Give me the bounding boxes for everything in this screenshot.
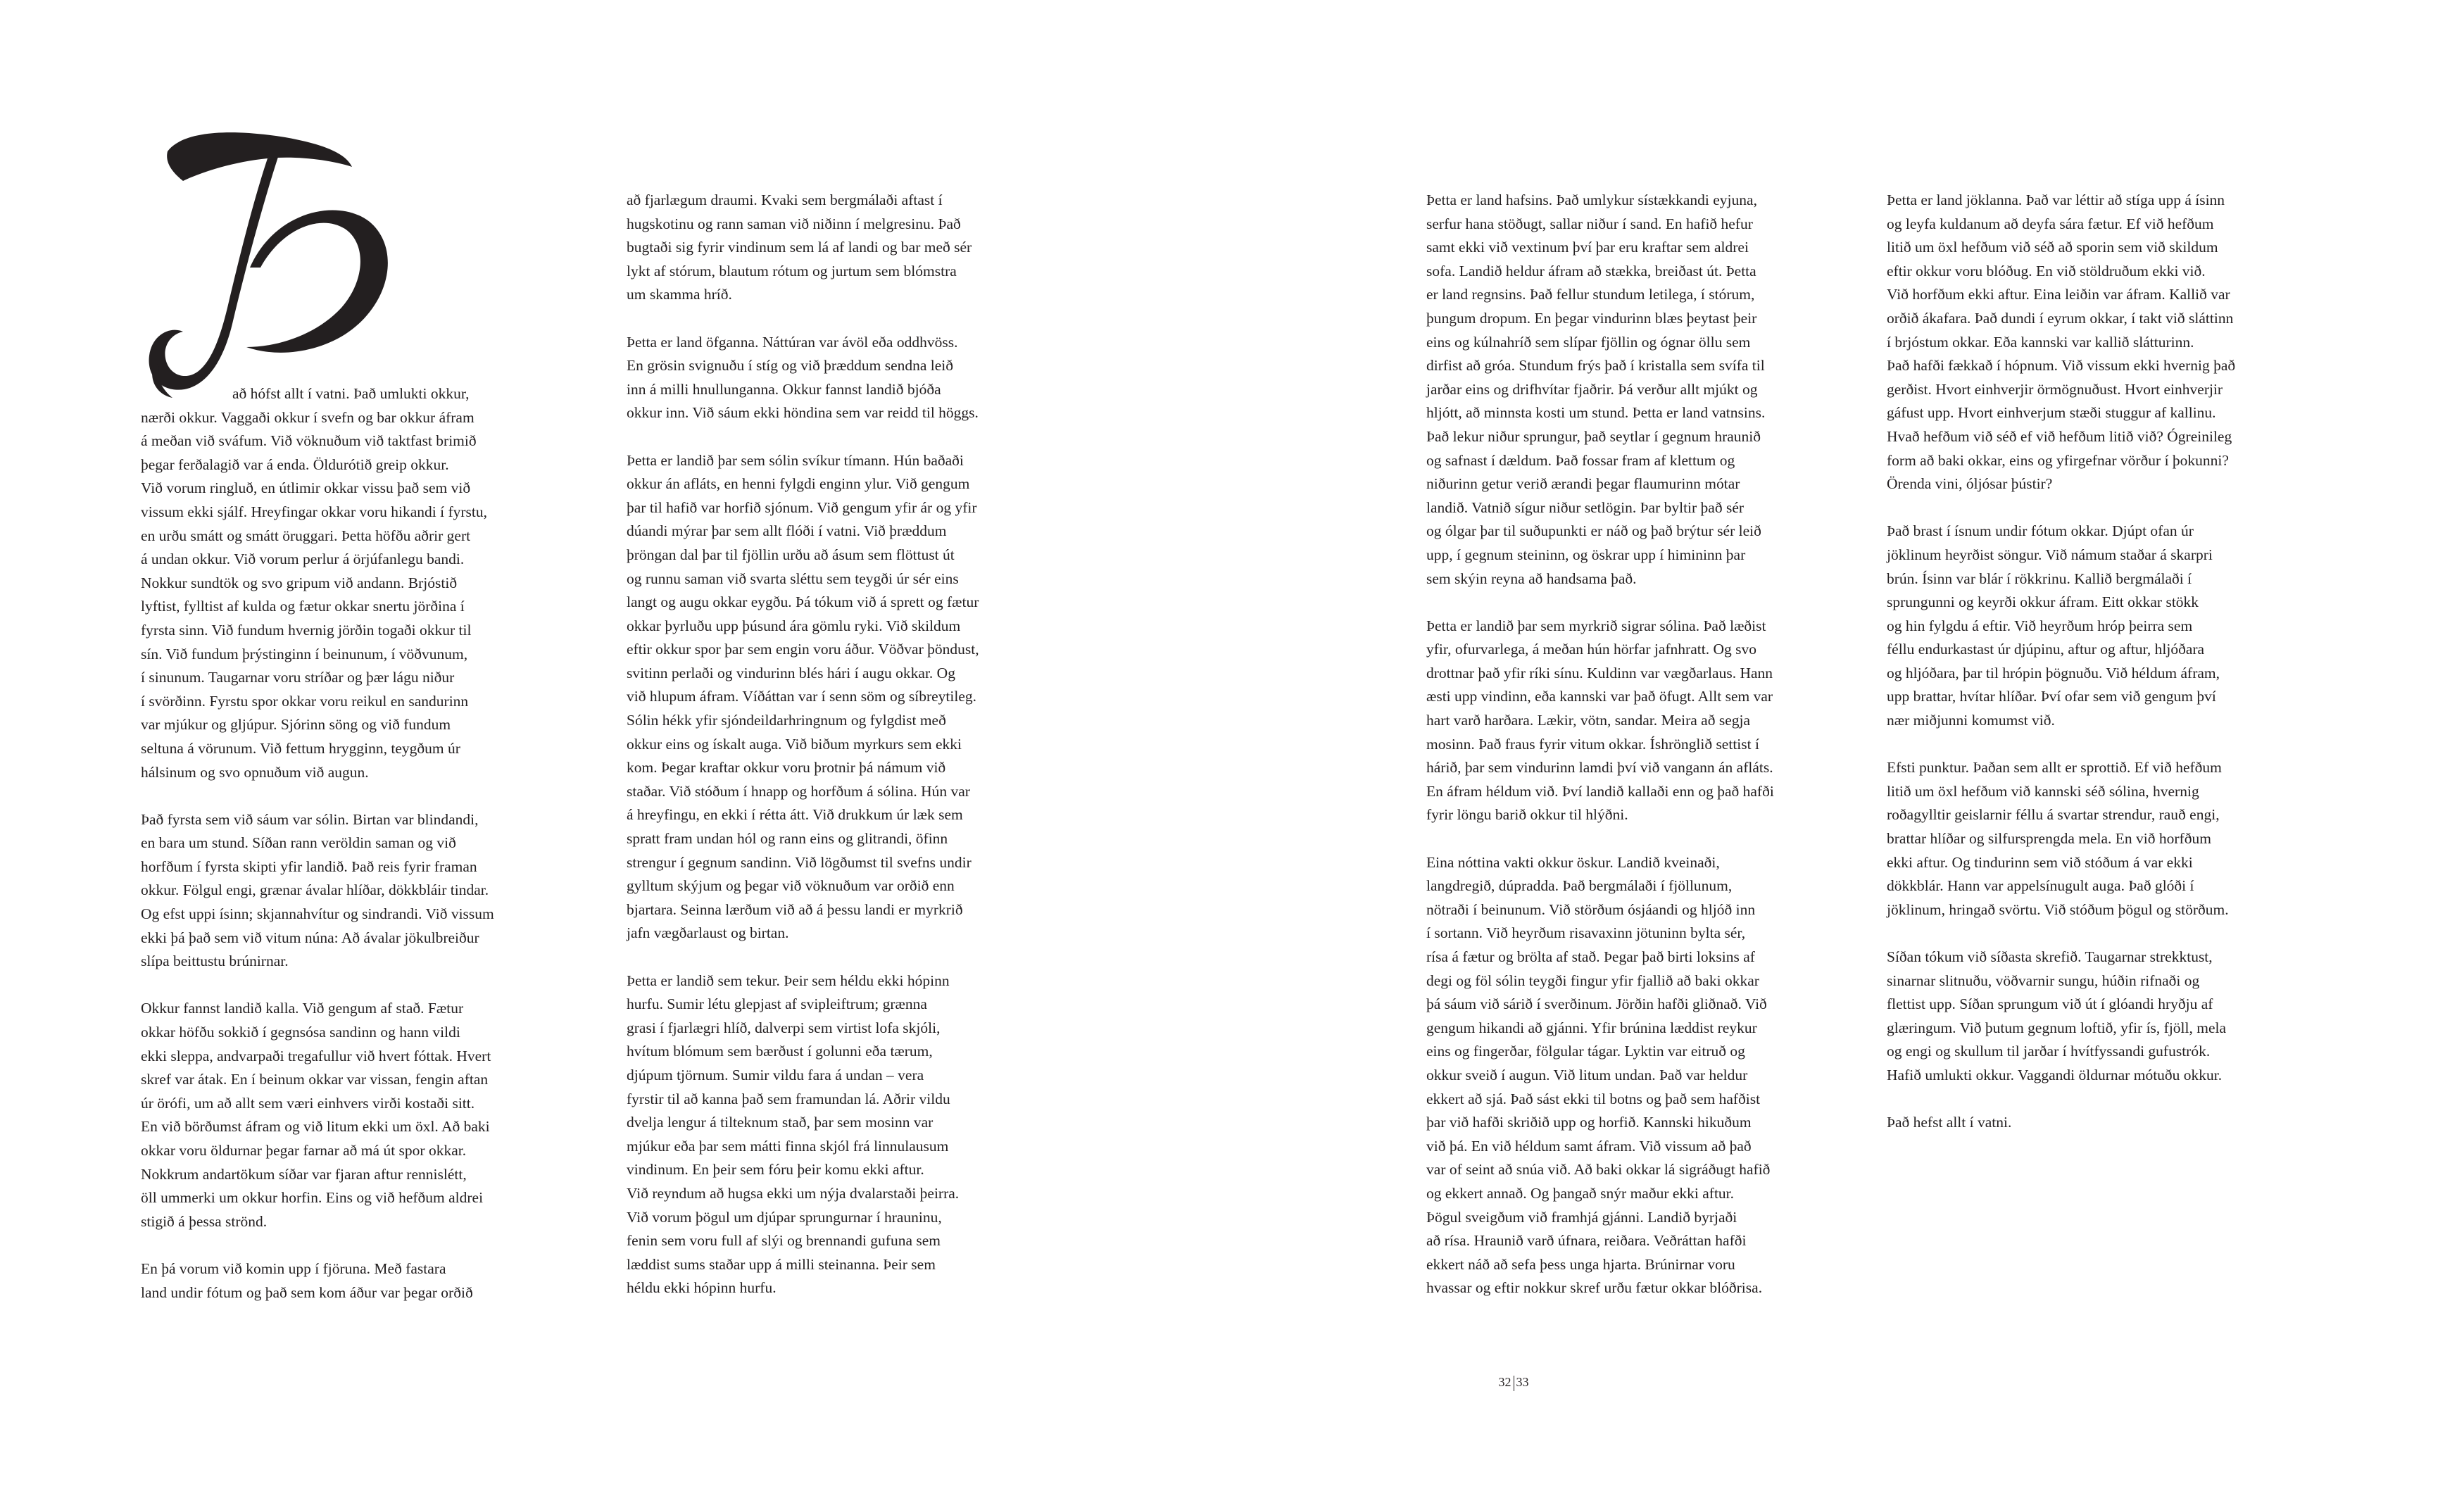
text-column-3 bbox=[1426, 189, 1838, 1300]
paragraph: Það fyrsta sem við sáum var sólin. Birtan var blindandi, en bara um stund. Síðan rann veröldin saman og við horfðum í fyrsta skipti yfir landið. Það reis fyrir framan okkur. Fölgul engi, grænar ávalar hlíðar, dökkbláir tindar. Og efst uppi ísinn; skjannahvítur og sindrandi. Við vissum ekki þá það sem við vitum núna: Að ávalar jökulbreiður slípa beittustu brúnirnar. bbox=[141, 810, 494, 970]
page-numbers bbox=[1443, 1374, 1584, 1391]
paragraph: Þetta er land hafsins. Það umlykur sístækkandi eyjuna, serfur hana stöðugt, sallar niður í sand. En hafið hefur samt ekki við vextinum því þar eru kraftar sem aldrei sofa. Landið heldur áfram að stækka, breiðast út. Þetta er land regnsins. Það fellur stundum letilega, í stórum, þungum dropum. En þegar vindurinn blæs þeytast þeir eins og kúlnahríð sem slípar fjöllin og ógnar öllu sem dirfist að gróa. Stundum frýs það í kristalla sem svífa til jarðar eins og drifhvítar fjaðrir. Þá verður allt mjúkt og hljótt, að minnsta kosti um stund. Þetta er land vatnsins. Það lekur niður sprungur, það seytlar í gegnum hraunið og safnast í dældum. Það fossar fram af klettum og niðurinn getur verið ærandi þegar flaumurinn mótar landið. Vatnið sígur niður setlögin. Þar byltir það sér og ólgar þar til suðupunkti er náð og það brýtur sér leið upp, í gegnum steininn, og öskrar upp í himininn þar sem skýin reyna að handsama það. bbox=[1426, 191, 1766, 587]
paragraph: að fjarlægum draumi. Kvaki sem bergmálaði aftast í hugskotinu og rann saman við niðinn í melgresinu. Það bugtaði sig fyrir vindinum sem lá af landi og bar með sér lykt af stórum, blautum rótum og jurtum sem blómstra um skamma hríð. bbox=[627, 191, 972, 303]
paragraph: Okkur fannst landið kalla. Við gengum af stað. Fætur okkar höfðu sokkið í gegnsósa sandinn og hann vildi ekki sleppa, andvarpaði tregafullur við hvert fóttak. Hvert skref var átak. En í beinum okkar var vissan, fengin aftan úr örófi, um að allt sem væri einhvers virði kostaði sitt. En við börðumst áfram og við litum ekki um öxl. Að baki okkar voru öldurnar þegar farnar að má út spor okkar. Nokkrum andartökum síðar var fjaran aftur rennislétt, öll ummerki um okkur horfin. Eins og við hefðum aldrei stigið á þessa strönd. bbox=[141, 1000, 491, 1230]
page-number-right: 33 bbox=[1516, 1375, 1529, 1389]
paragraph: Þetta er landið þar sem myrkrið sigrar sólina. Það læðist yfir, ofurvarlega, á meðan hún hörfar jafnhratt. Og svo drottnar það yfir ríki sínu. Kuldinn var vægðarlaus. Hann æsti upp vindinn, eða kannski var það öfugt. Allt sem var hart varð harðara. Lækir, vötn, sandar. Meira að segja mosinn. Það fraus fyrir vitum okkar. Íshrönglið settist í hárið, þar sem vindurinn lamdi því við vangann án afláts. En áfram héldum við. Því landið kallaði enn og það hafði fyrir löngu barið okkur til hlýðni. bbox=[1426, 617, 1774, 824]
paragraph: En þá vorum við komin upp í fjöruna. Með fastara land undir fótum og það sem kom áður var þegar orðið bbox=[141, 1259, 473, 1301]
text-column-1 bbox=[141, 189, 553, 1305]
paragraph: Þetta er landið sem tekur. Þeir sem héldu ekki hópinn hurfu. Sumir létu glepjast af svipleiftrum; grænna grasi í fjarlægri hlíð, dalverpi sem virtist lofa skjóli, hvítum blómum sem bærðust í golunni eða tærum, djúpum tjörnum. Sumir vildu fara á undan – vera fyrstir til að kanna það sem framundan lá. Aðrir vildu dvelja lengur á tilteknum stað, þar sem mosinn var mjúkur eða þar sem mátti finna skjól frá linnulausum vindinum. En þeir sem fóru þeir komu ekki aftur. Við reyndum að hugsa ekki um nýja dvalarstaði þeirra. Við vorum þögul um djúpar sprungurnar í hrauninu, fenin sem voru full af slýi og brennandi gufuna sem læddist sums staðar upp á milli steinanna. Þeir sem héldu ekki hópinn hurfu. bbox=[627, 972, 960, 1297]
text-column-2 bbox=[627, 189, 1038, 1300]
paragraph: Þetta er land öfganna. Náttúran var ávöl eða oddhvöss. En grösin svignuðu í stíg og við þræddum sendna leið inn á milli hnullunganna. Okkur fannst landið bjóða okkur inn. Við sáum ekki höndina sem var reidd til höggs. bbox=[627, 333, 979, 422]
paragraph-opening: að hófst allt í vatni. Það umlukti okkur, nærði okkur. Vaggaði okkur í svefn og bar okkur áfram á meðan við sváfum. Við vöknuðum við taktfast brimið þegar ferðalagið var á enda. Öldurótið greip okkur. Við vorum ringluð, en útlimir okkar vissu það sem við vissum ekki sjálf. Hreyfingar okkar voru hikandi í fyrstu, en urðu smátt og smátt öruggari. Þetta höfðu aðrir gert á undan okkur. Við vorum perlur á örjúfanlegu bandi. Nokkur sundtök og svo gripum við andann. Brjóstið lyftist, fylltist af kulda og fætur okkar snertu jörðina í fyrsta sinn. Við fundum hvernig jörðin togaði okkur til sín. Við fundum þrýstinginn í beinunum, í vöðvunum, í sinunum. Taugarnar voru stríðar og þær lágu niður í svörðinn. Fyrstu spor okkar voru reikul en sandurinn var mjúkur og gljúpur. Sjórinn söng og við fundum seltuna á vörunum. Við fettum hrygginn, teygðum úr hálsinum og svo opnuðum við augun. bbox=[141, 385, 488, 781]
paragraph: Það brast í ísnum undir fótum okkar. Djúpt ofan úr jöklinum heyrðist söngur. Við námum staðar á skarpri brún. Ísinn var blár í rökkrinu. Kallið bergmálaði í sprungunni og keyrði okkur áfram. Eitt okkar stökk og hin fylgdu á eftir. Við heyrðum hróp þeirra sem féllu endurkastast úr djúpinu, aftur og aftur, hljóðara og hljóðara, þar til hrópin þögnuðu. Við héldum áfram, upp brattar, hvítar hlíðar. Því ofar sem við gengum því nær miðjunni komumst við. bbox=[1887, 522, 2220, 729]
paragraph: Þetta er land jöklanna. Það var léttir að stíga upp á ísinn og leyfa kuldanum að deyfa sára fætur. Ef við hefðum litið um öxl hefðum við séð að sporin sem við skildum eftir okkur voru blóðug. En við stöldruðum ekki við. Við horfðum ekki aftur. Eina leiðin var áfram. Kallið var orðið ákafara. Það dundi í eyrum okkar, í takt við sláttinn í brjóstum okkar. Eða kannski var kallið slátturinn. Það hafði fækkað í hópnum. Við vissum ekki hvernig það gerðist. Hvort einhverjir örmögnuðust. Hvort einhverjir gáfust upp. Hvort einhverjum stæði stuggur af kallinu. Hvað hefðum við séð ef við hefðum litið við? Ógreinileg form að baki okkar, eins og yfirgefnar vörður í þokunni? Örenda vini, óljósar þústir? bbox=[1887, 191, 2236, 493]
paragraph: Efsti punktur. Þaðan sem allt er sprottið. Ef við hefðum litið um öxl hefðum við kannski séð sólina, hvernig roðagylltir geislarnir féllu á svartar strendur, rauð engi, brattar hlíðar og silfursprengda mela. En við horfðum ekki aftur. Og tindurinn sem við stóðum á var ekki dökkblár. Hann var appelsínugult auga. Það glóði í jöklinum, hringað svörtu. Við stóðum þögul og störðum. bbox=[1887, 759, 2229, 918]
paragraph-closing: Það hefst allt í vatni. bbox=[1887, 1114, 2012, 1131]
paragraph: Eina nóttina vakti okkur öskur. Landið kveinaði, langdregið, dúpradda. Það bergmálaði í fjöllunum, nötraði í beinunum. Við störðum ósjáandi og hljóð inn í sortann. Við heyrðum risavaxinn jötuninn bylta sér, rísa á fætur og bröltа af stað. Þegar það birti loksins af degi og föl sólin teygði fingur yfir fjallið að baki okkar þá sáum við sárið í sverðinum. Jörðin hafði gliðnað. Við gengum hikandi að gjánni. Yfir brúnina læddist reykur eins og fingerðar, fölgular tágar. Lyktin var eitruð og okkur sveið í augun. Við litum undan. Það var heldur ekkert að sjá. Það sást ekki til botns og það sem hafðist þar við hafði skriðið upp og horfið. Kannski hikuðum við þá. En við héldum samt áfram. Við vissum að það var of seint að snúa við. Að baki okkar lá sigráðugt hafið og ekkert annað. Og þangað snýr maður ekki aftur. Þögul sveigðum við framhjá gjánni. Landið byrjaði að rísa. Hraunið varð úfnara, reiðara. Veðráttan hafði ekkert náð að sefa þess unga hjarta. Brúnirnar voru hvassar og eftir nokkur skref urðu fætur okkar blóðrisa. bbox=[1426, 853, 1771, 1297]
paragraph: Þetta er landið þar sem sólin svíkur tímann. Hún baðaði okkur án afláts, en henni fylgdi enginn ylur. Við gengum þar til hafið var horfið sjónum. Við gengum yfir ár og yfir dúandi mýrar þar sem allt flóði í vatni. Við þræddum þröngan dal þar til fjöllin urðu að ásum sem flöttust út og runnu saman við svarta sléttu sem teygði úr sér eins langt og augu okkar eygðu. Þá tókum við á sprett og fætur okkar þyrluðu upp þúsund ára gömlu ryki. Við skildum eftir okkur spor þar sem engin voru áður. Vöðvar þöndust, svitinn perlaði og vindurinn blés hári í augu okkar. Og við hlupum áfram. Víðáttan var í senn söm og síbreytileg. Sólin hékk yfir sjóndeildarhringnum og fylgdist með okkur eins og ískalt auga. Við biðum myrkurs sem ekki kom. Þegar kraftar okkur voru þrotnir þá námum við staðar. Við stóðum í hnapp og horfðum á sólina. Hún var á hreyfingu, en ekki í rétta átt. Við drukkum úr læk sem spratt fram undan hól og rann eins og glitrandi, öfinn strengur í gegnum sandinn. Við lögðumst til svefns undir gylltum skýjum og þegar við vöknuðum var orðið enn bjartara. Seinna lærðum við að á þessu landi er myrkrið jafn vægðarlaust og birtan. bbox=[627, 451, 979, 942]
page-number-left: 32 bbox=[1498, 1375, 1511, 1389]
paragraph: Síðan tókum við síðasta skrefið. Taugarnar strekktust, sinarnar slitnuðu, vöðvarnir sungu, húðin rifnaði og flettist upp. Síðan sprungum við út í glóandi hryðju af glæringum. Við þutum gegnum loftið, yfir ís, fjöll, mela og engi og skullum til jarðar í hvítfyssandi gufustrók. Hafið umlukti okkur. Vaggandi öldurnar mótuðu okkur. bbox=[1887, 948, 2227, 1083]
text-column-4 bbox=[1887, 189, 2299, 1135]
